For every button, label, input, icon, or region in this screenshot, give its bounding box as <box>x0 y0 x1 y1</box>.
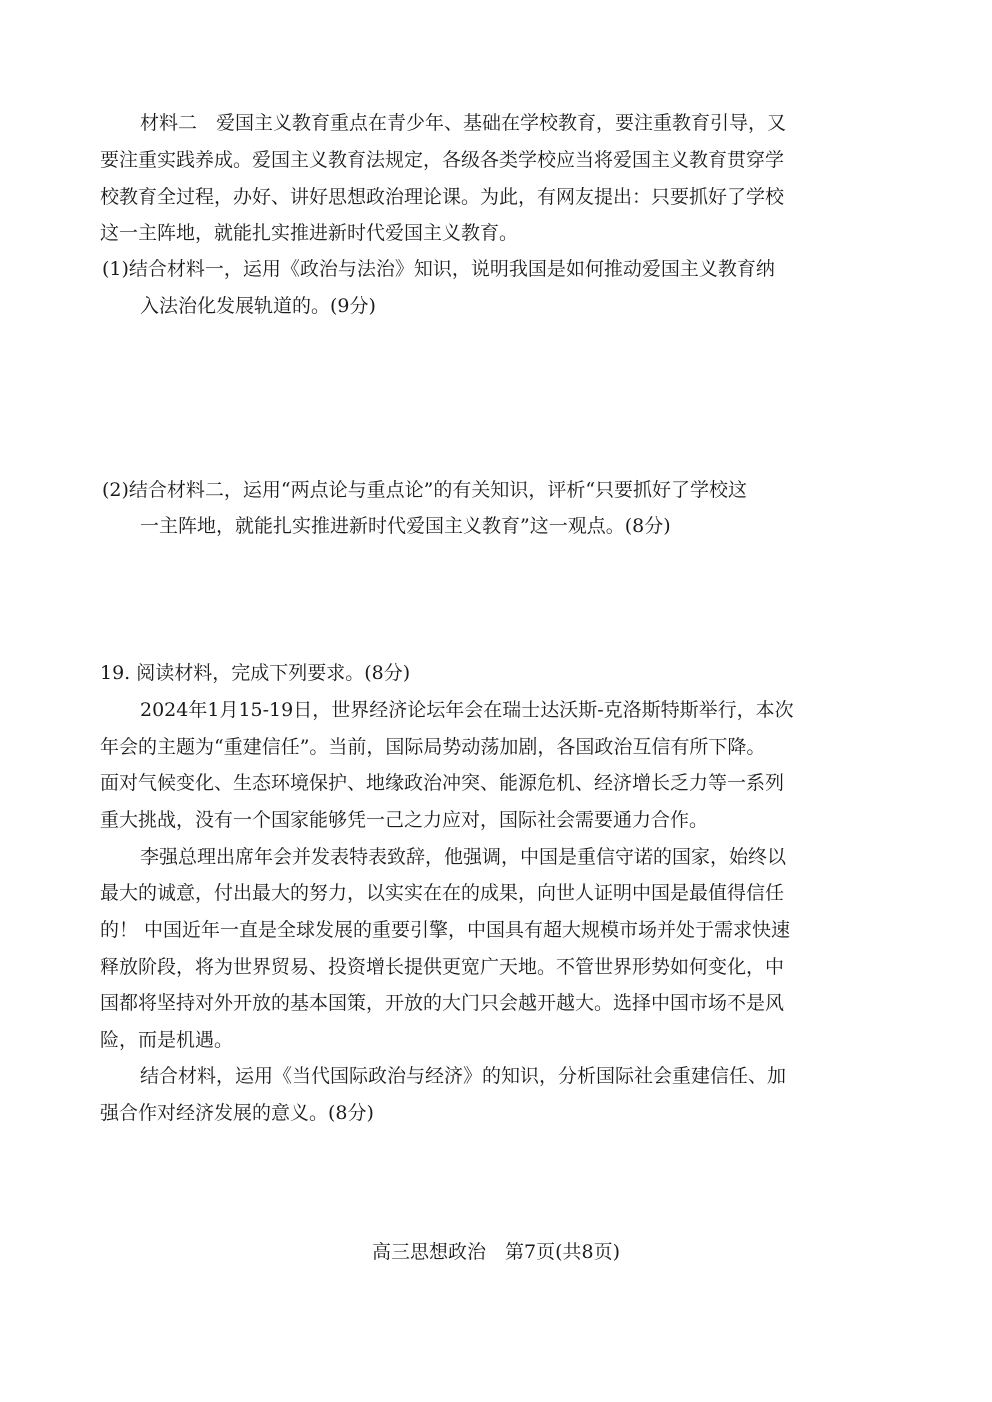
question-19-heading: 19. 阅读材料，完成下列要求。(8分) <box>100 662 411 684</box>
q19-para1-line-3: 面对气候变化、生态环境保护、地缘政治冲突、能源危机、经济增长乏力等一系列 <box>100 772 785 794</box>
q19-para1-line-2: 年会的主题为“重建信任”。当前，国际局势动荡加剧，各国政治互信有所下降。 <box>100 736 766 758</box>
q19-para1-line-1: 2024年1月15-19日，世界经济论坛年会在瑞士达沃斯-克洛斯特斯举行，本次 <box>140 699 794 721</box>
q19-para2-line-6: 险，而是机遇。 <box>100 1029 234 1051</box>
q19-para2-line-2: 最大的诚意，付出最大的努力，以实实在在的成果，向世人证明中国是最值得信任 <box>100 882 785 904</box>
material2-line-3: 校教育全过程，办好、讲好思想政治理论课。为此，有网友提出：只要抓好了学校 <box>100 186 785 208</box>
material2-line-4: 这一主阵地，就能扎实推进新时代爱国主义教育。 <box>100 222 519 244</box>
material2-line-1: 材料二 爱国主义教育重点在青少年、基础在学校教育，要注重教育引导，又 <box>140 112 787 134</box>
q19-question-line-1: 结合材料，运用《当代国际政治与经济》的知识，分析国际社会重建信任、加 <box>140 1065 787 1087</box>
page-footer: 高三思想政治 第7页(共8页) <box>371 1241 620 1263</box>
q19-para2-line-5: 国都将坚持对外开放的基本国策，开放的大门只会越开越大。选择中国市场不是风 <box>100 992 785 1014</box>
question-1-line-1: (1)结合材料一，运用《政治与法治》知识，说明我国是如何推动爱国主义教育纳 <box>102 258 775 280</box>
q19-question-line-2: 强合作对经济发展的意义。(8分) <box>100 1102 374 1124</box>
q19-para2-line-3: 的！ 中国近年一直是全球发展的重要引擎，中国具有超大规模市场并处于需求快速 <box>100 919 791 941</box>
question-1-line-2: 入法治化发展轨道的。(9分) <box>140 295 376 317</box>
q19-para2-line-4: 释放阶段，将为世界贸易、投资增长提供更宽广天地。不管世界形势如何变化，中 <box>100 956 785 978</box>
q19-para1-line-4: 重大挑战，没有一个国家能够凭一己之力应对，国际社会需要通力合作。 <box>100 809 709 831</box>
question-2-line-2: 一主阵地，就能扎实推进新时代爱国主义教育”这一观点。(8分) <box>140 515 671 537</box>
q19-para2-line-1: 李强总理出席年会并发表特表致辞，他强调，中国是重信守诺的国家，始终以 <box>140 846 787 868</box>
question-2-line-1: (2)结合材料二，运用“两点论与重点论”的有关知识，评析“只要抓好了学校这 <box>102 479 748 501</box>
material2-line-2: 要注重实践养成。爱国主义教育法规定，各级各类学校应当将爱国主义教育贯穿学 <box>100 149 785 171</box>
